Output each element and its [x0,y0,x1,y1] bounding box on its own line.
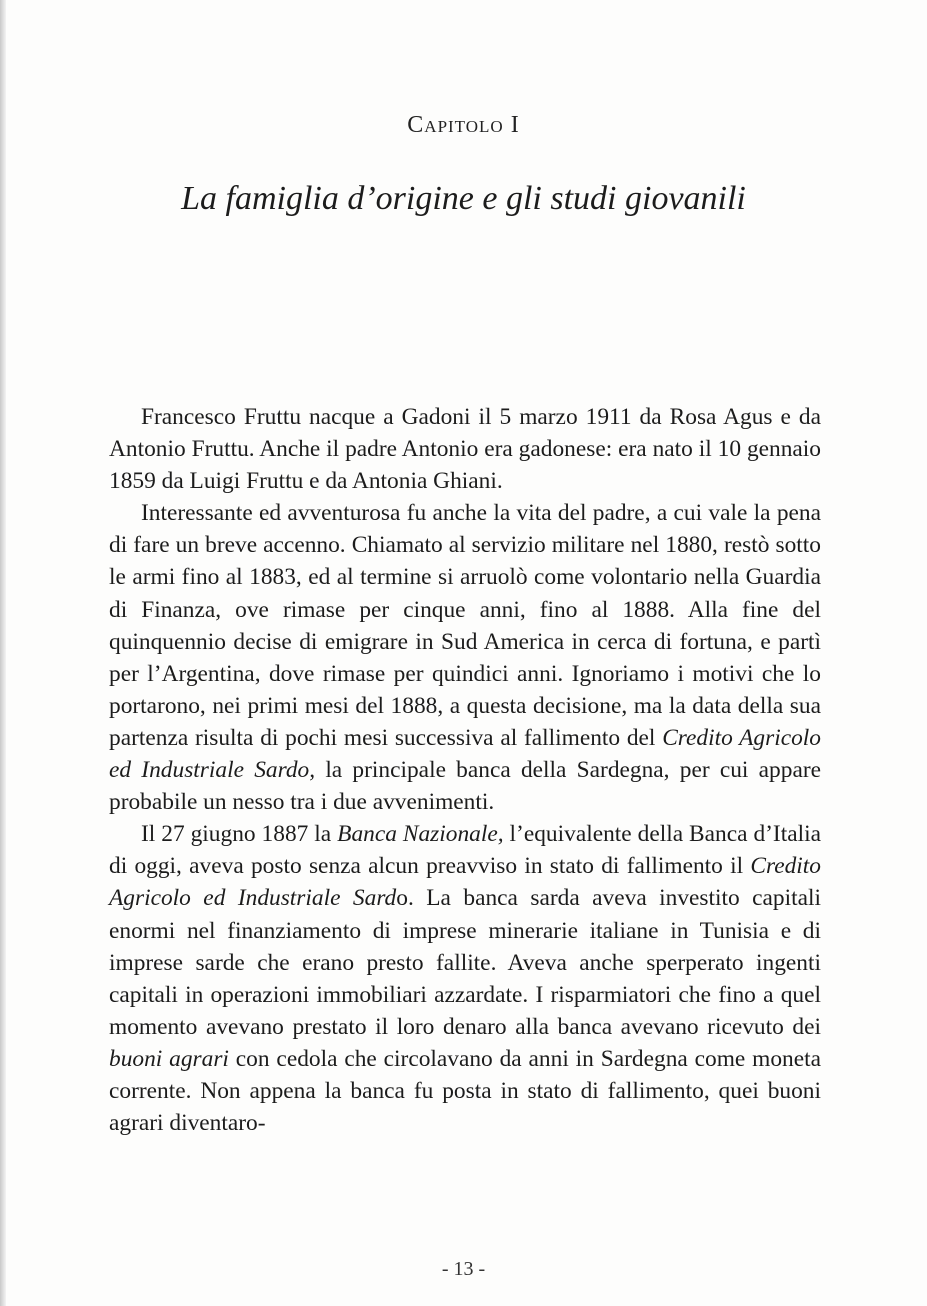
chapter-label: Capitolo I [407,112,520,138]
chapter-title: La famiglia d’origine e gli studi giovanili [181,180,746,217]
paragraph-3-text-e: o. La banca sarda aveva investito capitali enormi nel finanziamento di imprese minerarie italiane in Tunisia e di imprese sarde che erano presto fallite. Aveva anche sperperato ingenti capitali in operazioni immobiliari azzardate. I risparmiatori che fino a quel momento avevano prestato il loro denaro alla banca avevano ricevuto dei [109,885,822,1040]
paragraph-2-italic-credito: Credito Agricolo ed Industriale Sardo, [109,724,822,784]
paragraph-3-italic-banca: Banca Nazionale, [337,821,504,848]
paragraph-3-text-a: Il 27 giugno 1887 la [141,821,338,848]
paragraph-1 [109,401,821,497]
paragraph-2-text-a: Interessante ed avventurosa fu anche la vita del padre, a cui vale la pena di fare un breve accenno. Chiamato al servizio militare nel 1880, restò sotto le armi fino al 1883, ed al termine si arruolò come volontario nella Guardia di Finanza, ove rimase per cinque anni, fino al 1888. Alla fine del quinquennio decise di emigrare in Sud America in cerca di fortuna, e partì per l’Argentina, dove rimase per quindici anni. Ignoriamo i motivi che lo portarono, nei primi mesi del 1888, a questa decisione, ma la data della sua partenza risulta di pochi mesi successiva al fallimento del [109,500,821,751]
paragraph-2-text-c: la principale banca della Sardegna, per cui appare probabile un nesso tra i due avvenimenti. [109,757,821,816]
body-text [109,401,821,1139]
paragraph-3-italic-buoni: buoni agrari [109,1045,229,1072]
paragraph-3-italic-credito: Credito Agricolo ed Industriale Sard [109,853,821,912]
paragraph-3 [109,818,821,1139]
paragraph-2 [109,497,821,818]
paragraph-3-text-g: con cedola che circolavano da anni in Sardegna come moneta corrente. Non appena la banca fu posta in stato di fallimento, quei buoni agrari diventaro- [109,1045,821,1137]
paragraph-1-text: Francesco Fruttu nacque a Gadoni il 5 marzo 1911 da Rosa Agus e da Antonio Fruttu. Anche il padre Antonio era gadonese: era nato il 10 gennaio 1859 da Luigi Fruttu e da Antonia Ghiani. [109,404,821,495]
paragraph-3-text-c: l’equivalente della Banca d’Italia di oggi, aveva posto senza alcun preavviso in stato di fallimento il [109,821,821,880]
page-number: - 13 - [441,1258,486,1280]
